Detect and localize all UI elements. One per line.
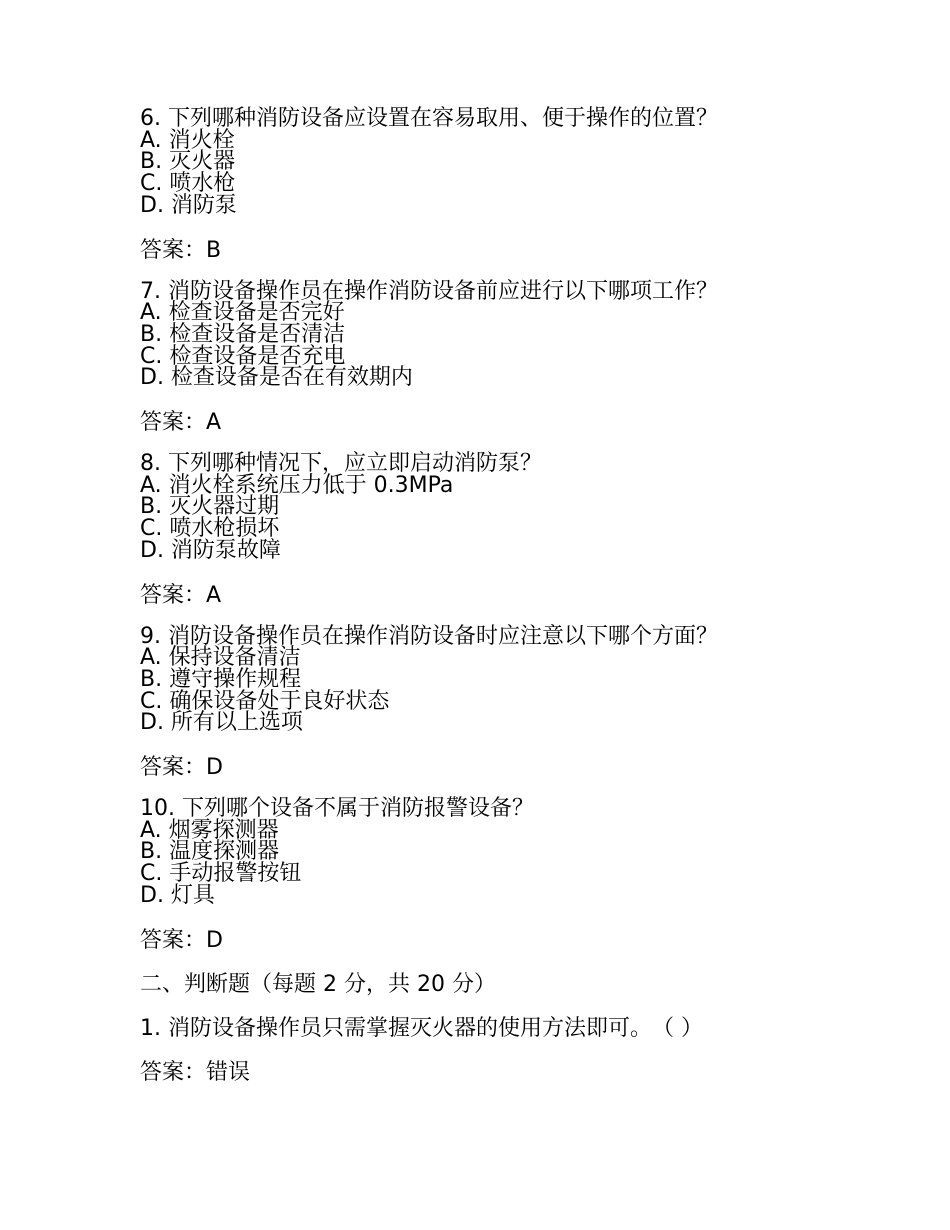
option-d: D. 检查设备是否在有效期内 [140, 365, 413, 391]
option-a: A. 保持设备清洁 [140, 645, 301, 671]
question-8 [140, 453, 840, 610]
question-stem: 9. 消防设备操作员在操作消防设备时应注意以下哪个方面？ [140, 623, 718, 649]
option-b: B. 检查设备是否清洁 [140, 321, 346, 347]
option-a: A. 消火栓系统压力低于 0.3MPa [140, 472, 454, 498]
option-d: D. 消防泵故障 [140, 537, 281, 563]
option-d: D. 所有以上选项 [140, 710, 303, 736]
question-stem: 6. 下列哪种消防设备应设置在容易取用、便于操作的位置？ [140, 106, 718, 131]
question-9 [140, 623, 840, 783]
question-stem: 1. 消防设备操作员只需掌握灭火器的使用方法即可。 （ ） [140, 1015, 703, 1041]
answer: 答案：错误 [140, 1059, 251, 1085]
option-c: C. 喷水枪损坏 [140, 516, 280, 542]
option-b: B. 温度探测器 [140, 839, 280, 865]
option-a: A. 检查设备是否完好 [140, 300, 345, 326]
option-c: C. 检查设备是否充电 [140, 343, 346, 369]
option-b: B. 遵守操作规程 [140, 666, 302, 692]
option-b: B. 灭火器 [140, 149, 236, 175]
answer: 答案：A [140, 582, 222, 608]
option-d: D. 灯具 [140, 882, 215, 908]
question-6 [140, 108, 840, 265]
question-7 [140, 278, 840, 438]
question-stem: 10. 下列哪个设备不属于消防报警设备？ [140, 796, 534, 822]
question-10 [140, 798, 840, 955]
answer: 答案：D [140, 755, 223, 781]
judge-question-1 [140, 1015, 840, 1087]
option-c: C. 手动报警按钮 [140, 861, 302, 887]
exam-content [140, 108, 840, 1103]
option-d: D. 消防泵 [140, 192, 237, 218]
option-b: B. 灭火器过期 [140, 494, 280, 520]
option-a: A. 烟雾探测器 [140, 817, 279, 843]
option-c: C. 喷水枪 [140, 171, 236, 197]
answer: 答案：B [140, 237, 222, 263]
option-c: C. 确保设备处于良好状态 [140, 688, 390, 714]
answer: 答案：A [140, 410, 222, 436]
section-heading: 二、判断题（每题 2 分，共 20 分） [140, 971, 496, 997]
question-stem: 8. 下列哪种情况下，应立即启动消防泵？ [140, 451, 542, 477]
question-stem: 7. 消防设备操作员在操作消防设备前应进行以下哪项工作？ [140, 278, 718, 304]
answer: 答案：D [140, 927, 223, 953]
option-a: A. 消火栓 [140, 127, 235, 153]
